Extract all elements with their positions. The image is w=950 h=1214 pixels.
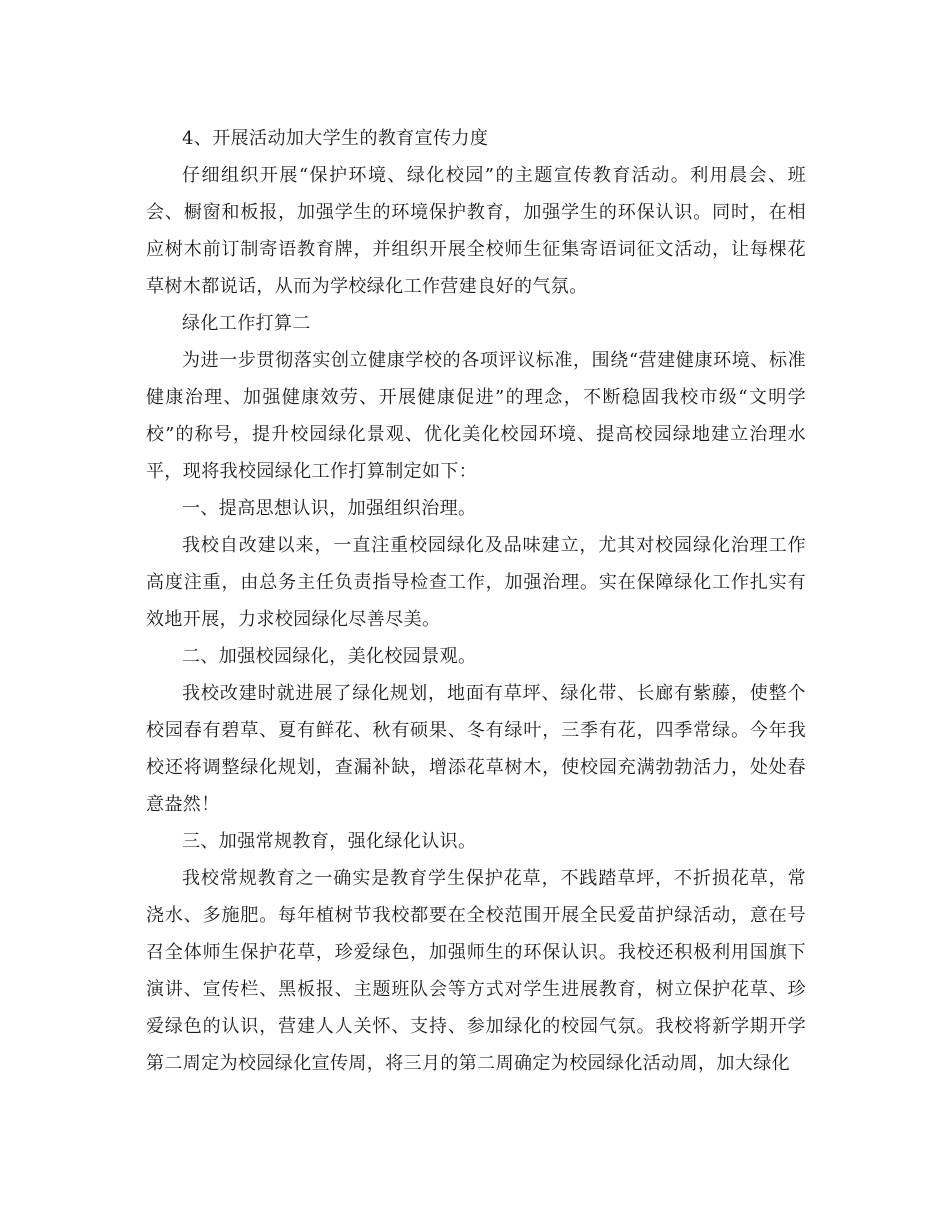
body-paragraph: 我校改建时就进展了绿化规划，地面有草坪、绿化带、长廊有紫藤，使整个校园春有碧草、夏有鲜花、秋有硕果、冬有绿叶，三季有花，四季常绿。今年我校还将调整绿化规划，查漏补缺，增添花草树木，使校园充满勃勃活力，处处春意盎然！ — [146, 683, 806, 815]
section-heading-1: 一、提高思想认识，加强组织治理。 — [182, 498, 477, 519]
document-page — [146, 120, 806, 1082]
section-heading-2: 二、加强校园绿化，美化校园景观。 — [182, 646, 477, 667]
section-heading-3: 三、加强常规教育，强化绿化认识。 — [182, 831, 477, 852]
body-paragraph: 为进一步贯彻落实创立健康学校的各项评议标准，围绕“营建健康环境、标准健康治理、加强健康效劳、开展健康促进”的理念，不断稳固我校市级“文明学校”的称号，提升校园绿化景观、优化美化校园环境、提高校园绿地建立治理水平，现将我校园绿化工作打算制定如下： — [146, 350, 806, 482]
body-paragraph: 我校常规教育之一确实是教育学生保护花草，不践踏草坪，不折损花草，常浇水、多施肥。每年植树节我校都要在全校范围开展全民爱苗护绿活动，意在号召全体师生保护花草，珍爱绿色，加强师生的环保认识。我校还积极利用国旗下演讲、宣传栏、黑板报、主题班队会等方式对学生进展教育，树立保护花草、珍爱绿色的认识，营建人人关怀、支持、参加绿化的校园气氛。我校将新学期开学第二周定为校园绿化宣传周，将三月的第二周确定为校园绿化活动周，加大绿化 — [146, 868, 806, 1074]
body-paragraph: 我校自改建以来，一直注重校园绿化及品味建立，尤其对校园绿化治理工作高度注重，由总务主任负责指导检查工作，加强治理。实在保障绿化工作扎实有效地开展，力求校园绿化尽善尽美。 — [146, 535, 806, 630]
body-paragraph: 仔细组织开展“保护环境、绿化校园”的主题宣传教育活动。利用晨会、班会、橱窗和板报，加强学生的环境保护教育，加强学生的环保认识。同时，在相应树木前订制寄语教育牌，并组织开展全校师生征集寄语词征文活动，让每棵花草树木都说话，从而为学校绿化工作营建良好的气氛。 — [146, 165, 806, 297]
section-heading-4: 4、开展活动加大学生的教育宣传力度 — [182, 128, 489, 149]
plan-title: 绿化工作打算二 — [182, 313, 311, 334]
